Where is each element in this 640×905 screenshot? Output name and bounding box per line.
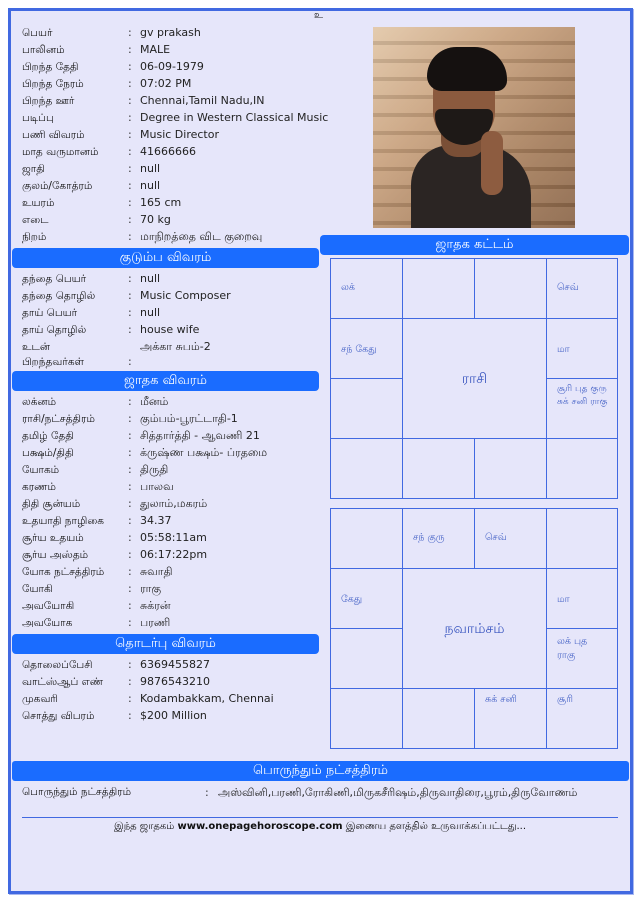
rasi-house	[474, 258, 547, 319]
rasi-house	[402, 258, 475, 319]
profile-photo	[373, 27, 575, 228]
navamsam-house	[330, 628, 403, 689]
matching-stars-value: அஸ்வினி,பரணி,ரோகிணி,மிருகசீரிஷம்,திருவாதிரை,பூரம்,திருவோணம்	[218, 786, 578, 799]
om-symbol: உ	[314, 10, 324, 21]
navamsam-house: லக் புத ராகு	[546, 628, 618, 689]
divider	[22, 817, 618, 818]
section-header-matching: பொருந்தும் நட்சத்திரம்	[12, 761, 629, 781]
navamsam-house	[330, 688, 403, 749]
navamsam-house: சுக் சனி	[474, 688, 547, 749]
rasi-house: செவ்	[546, 258, 618, 319]
rasi-house: சந் கேது	[330, 318, 403, 379]
website-link[interactable]: www.onepagehoroscope.com	[177, 821, 343, 832]
section-header-family: குடும்ப விவரம்	[12, 248, 319, 268]
section-header-contact: தொடர்பு விவரம்	[12, 634, 319, 654]
navamsam-house: செவ்	[474, 508, 547, 569]
rasi-house: சூரி புத குரு சுக் சனி ராகு	[546, 378, 618, 439]
navamsam-center-label: நவாம்சம்	[402, 568, 547, 689]
navamsam-house: மா	[546, 568, 618, 629]
navamsam-house	[402, 688, 475, 749]
rasi-house	[546, 438, 618, 499]
rasi-house	[330, 438, 403, 499]
navamsam-house: சூரி	[546, 688, 618, 749]
navamsam-house: சந் குரு	[402, 508, 475, 569]
rasi-house: லக்	[330, 258, 403, 319]
rasi-house	[474, 438, 547, 499]
matching-stars-label: பொருந்தும் நட்சத்திரம்	[22, 786, 132, 798]
navamsam-house	[330, 508, 403, 569]
photo-figure	[411, 145, 531, 228]
rasi-center-label: ராசி	[402, 318, 547, 439]
rasi-house	[402, 438, 475, 499]
navamsam-house: கேது	[330, 568, 403, 629]
navamsam-house	[546, 508, 618, 569]
section-header-horoscope: ஜாதக விவரம்	[12, 371, 319, 391]
section-header-chart: ஜாதக கட்டம்	[320, 235, 629, 255]
rasi-house	[330, 378, 403, 439]
footer-note: இந்த ஜாதகம் www.onepagehoroscope.com இணைய தளத்தில் உருவாக்கப்பட்டது...	[113, 821, 527, 832]
rasi-house: மா	[546, 318, 618, 379]
